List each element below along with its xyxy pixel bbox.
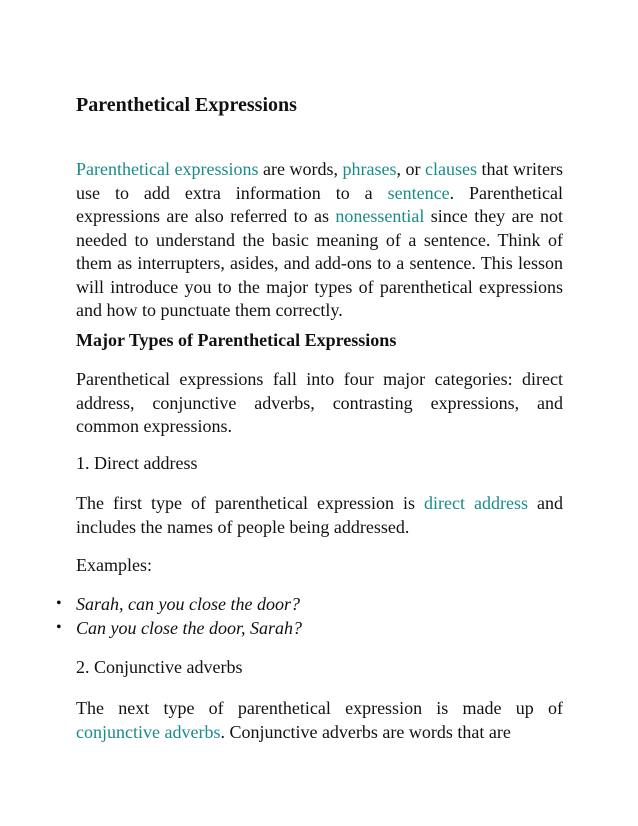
bullet-icon: • [56,619,62,636]
intro-text-2: , or [396,159,425,179]
link-sentence[interactable]: sentence [387,182,450,203]
conjunctive-text-1: The next type of parenthetical expression is made up of [76,698,563,718]
link-clauses[interactable]: clauses [425,159,477,179]
direct-address-text-2: and includes the names of people being addressed. [76,493,563,537]
intro-text-1: are words, [258,159,343,179]
list-item [56,592,302,616]
intro-text-4: . Parenthetical expressions are also referred to as [76,182,563,226]
conjunctive-text-2: . Conjunctive adverbs are words that are [220,721,511,742]
example-text: Can you close the door, Sarah? [76,618,302,638]
example-text: Sarah, can you close the door? [76,594,300,614]
page-title: Parenthetical Expressions [76,94,297,116]
intro-text-5: since they are not needed to understand the basic meaning of a sentence. Think of them as interrupters, asides, and add-ons to a sentence. This lesson will introduce you to the major types of parenthetical expressions and how to punctuate them correctly. [76,206,563,320]
link-nonessential[interactable]: nonessential [335,206,425,226]
link-conjunctive-adverbs[interactable]: conjunctive adverbs [76,721,221,742]
conjunctive-adverbs-heading: 2. Conjunctive adverbs [76,657,243,677]
link-parenthetical-expressions[interactable]: Parenthetical expressions [76,159,259,179]
direct-address-text-1: The first type of parenthetical expression is [76,493,424,513]
intro-paragraph [76,158,563,323]
section-heading: Major Types of Parenthetical Expressions [76,330,397,350]
examples-label: Examples: [76,555,152,575]
direct-address-heading: 1. Direct address [76,453,198,473]
conjunctive-adverbs-paragraph [76,697,563,744]
link-direct-address[interactable]: direct address [424,493,528,513]
link-phrases[interactable]: phrases [342,159,397,179]
examples-list [56,592,302,640]
direct-address-paragraph [76,492,563,539]
categories-paragraph: Parenthetical expressions fall into four major categories: direct address, conjunctive adverbs, contrasting expressions, and common expressions. [76,369,563,436]
list-item [56,616,302,640]
bullet-icon: • [56,595,62,612]
intro-text-3: that writers use to add extra information to a [76,159,563,203]
